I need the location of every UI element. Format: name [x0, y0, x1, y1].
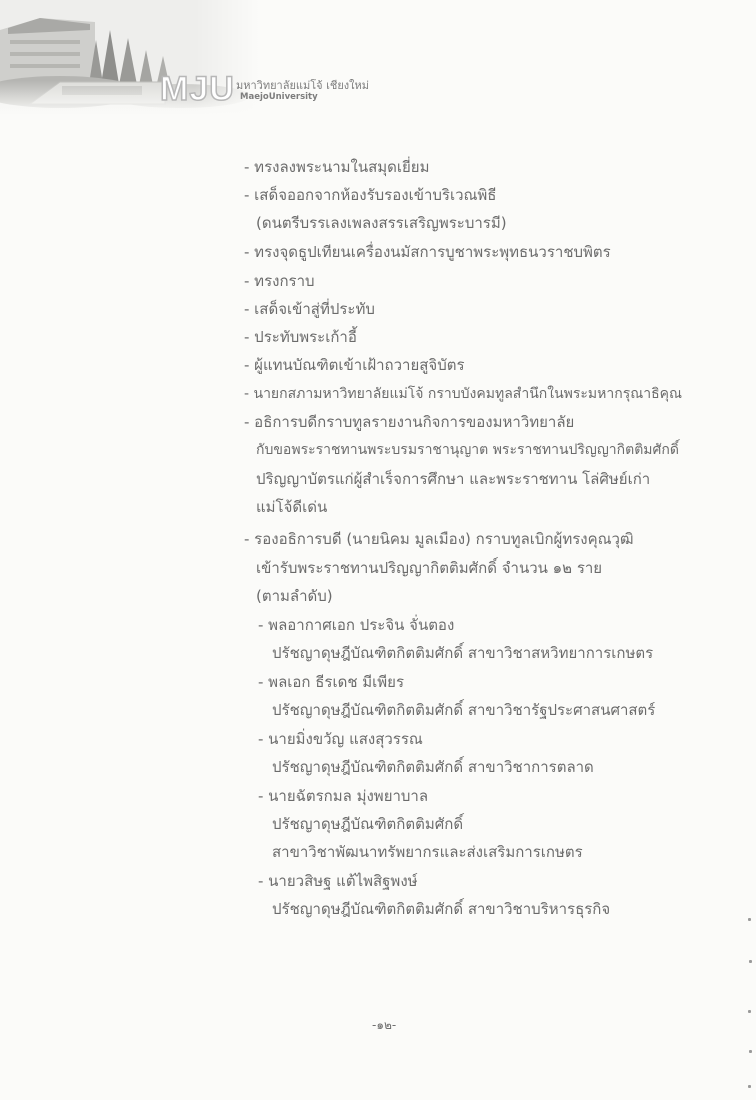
scan-speck [749, 1050, 752, 1053]
program-item: - เสด็จออกจากห้องรับรองเข้าบริเวณพิธี [244, 186, 497, 204]
page-number: -๑๒- [372, 1018, 397, 1032]
university-name-thai: มหาวิทยาลัยแม่โจ้ เชียงใหม่ [236, 79, 370, 92]
honoree-name: - พลอากาศเอก ประจิน จั่นตอง [258, 616, 455, 634]
scan-speck [748, 1010, 751, 1013]
honoree-degree: ปรัชญาดุษฎีบัณฑิตกิตติมศักดิ์ [272, 815, 464, 833]
scan-speck [748, 1085, 751, 1088]
program-item: - ผู้แทนบัณฑิตเข้าเฝ้าถวายสูจิบัตร [244, 356, 465, 374]
program-item-continued: (ตามลำดับ) [256, 587, 333, 605]
program-item-continued: กับขอพระราชทานพระบรมราชานุญาต พระราชทานปริญญากิตติมศักดิ์ [256, 442, 679, 458]
program-item-continued: แม่โจ้ดีเด่น [256, 498, 328, 516]
honoree-degree: ปรัชญาดุษฎีบัณฑิตกิตติมศักดิ์ สาขาวิชารัฐประศาสนศาสตร์ [272, 701, 656, 719]
scan-speck [748, 918, 751, 921]
honoree-name: - นายวสิษฐ แต้ไพสิฐพงษ์ [258, 872, 418, 890]
program-item-continued: ปริญญาบัตรแก่ผู้สำเร็จการศึกษา และพระราชทาน โล่ศิษย์เก่า [256, 470, 651, 488]
honoree-degree: ปรัชญาดุษฎีบัณฑิตกิตติมศักดิ์ สาขาวิชาบริหารธุรกิจ [272, 900, 611, 918]
honoree-name: - นายฉัตรกมล มุ่งพยาบาล [258, 787, 429, 805]
program-item: - รองอธิการบดี (นายนิคม มูลเมือง) กราบทูลเบิกผู้ทรงคุณวุฒิ [244, 530, 634, 548]
program-item-note: (ดนตรีบรรเลงเพลงสรรเสริญพระบารมี) [256, 214, 507, 232]
honoree-name: - พลเอก ธีรเดช มีเพียร [258, 673, 405, 691]
program-item: - นายกสภามหาวิทยาลัยแม่โจ้ กราบบังคมทูลสำนึกในพระมหากรุณาธิคุณ [244, 386, 682, 402]
honoree-degree: ปรัชญาดุษฎีบัณฑิตกิตติมศักดิ์ สาขาวิชาการตลาด [272, 758, 594, 776]
program-item-continued: เข้ารับพระราชทานปริญญากิตติมศักดิ์ จำนวน ๑๒ ราย [256, 559, 603, 577]
program-item: - ทรงจุดธูปเทียนเครื่องนมัสการบูชาพระพุทธนวราชบพิตร [244, 243, 611, 261]
mju-logo: MJU [160, 70, 235, 108]
program-item: - อธิการบดีกราบทูลรายงานกิจการของมหาวิทยาลัย [244, 413, 575, 431]
scan-speck [749, 960, 752, 963]
program-item: - ทรงลงพระนามในสมุดเยี่ยม [244, 158, 430, 176]
program-item: - ประทับพระเก้าอี้ [244, 328, 357, 346]
university-name-english: MaejoUniversity [240, 92, 318, 102]
program-item: - ทรงกราบ [244, 272, 315, 290]
honoree-degree: สาขาวิชาพัฒนาทรัพยากรและส่งเสริมการเกษตร [272, 843, 583, 861]
honoree-degree: ปรัชญาดุษฎีบัณฑิตกิตติมศักดิ์ สาขาวิชาสหวิทยาการเกษตร [272, 644, 654, 662]
program-item: - เสด็จเข้าสู่ที่ประทับ [244, 300, 375, 318]
honoree-name: - นายมิ่งขวัญ แสงสุวรรณ [258, 730, 423, 748]
